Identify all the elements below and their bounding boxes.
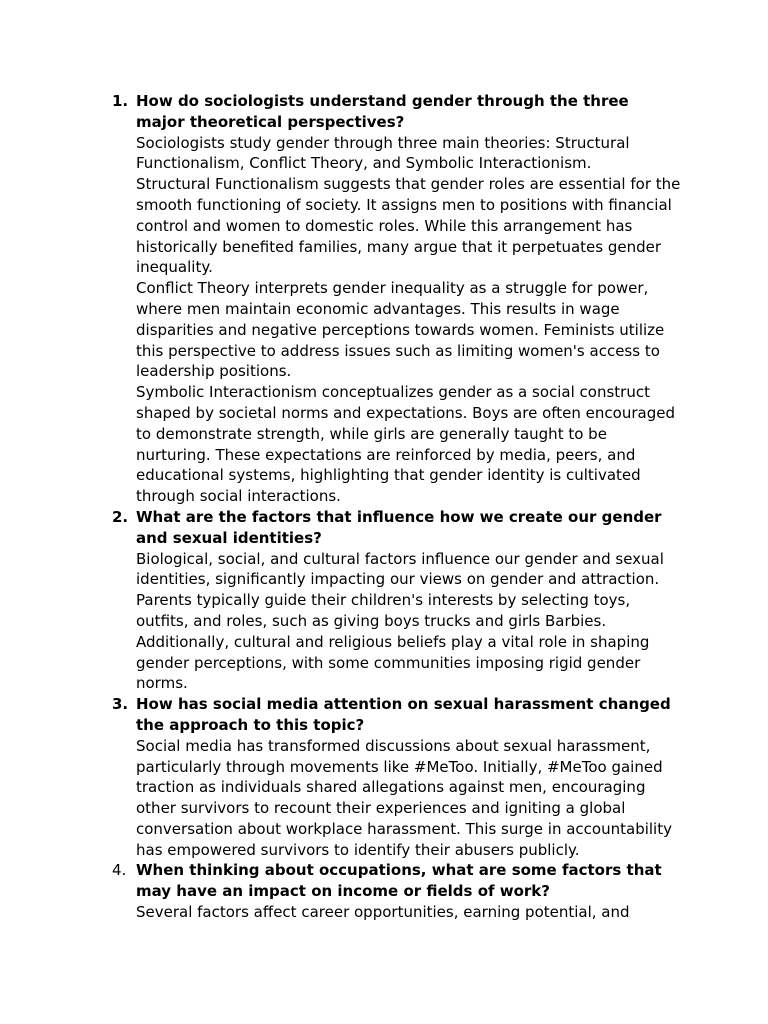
question-heading: When thinking about occupations, what are some factors that may have an impact on income or fields of work? [136, 861, 662, 901]
question-number: 3. [112, 695, 129, 714]
question-item-1 [0, 91, 681, 507]
question-heading: How do sociologists understand gender through the three major theoretical perspectives? [136, 92, 629, 131]
answer-paragraph: Biological, social, and cultural factors influence our gender and sexual identities, significantly impacting our views on gender and attraction. Parents typically guide their children's interests by selecting toys, outfits, and roles, such as giving boys trucks and girls Barbies. Additionally, cultural and religious beliefs play a vital role in shaping gender perceptions, with some communities imposing rigid gender norms. [136, 549, 664, 693]
question-item-2 [0, 507, 681, 694]
answer-paragraph: Sociologists study gender through three main theories: Structural Functionalism, Conflict Theory, and Symbolic Interactionism. [136, 133, 630, 173]
answer-paragraph: Structural Functionalism suggests that gender roles are essential for the smooth functioning of society. It assigns men to positions with financial control and women to domestic roles. While this arrangement has historically benefited families, many argue that it perpetuates gender inequality. [136, 175, 681, 277]
question-heading: How has social media attention on sexual harassment changed the approach to this topic? [136, 695, 671, 734]
question-item-4 [0, 860, 681, 922]
question-number: 1. [112, 92, 129, 110]
question-number: 4. [112, 861, 127, 880]
answer-paragraph: Symbolic Interactionism conceptualizes gender as a social construct shaped by societal norms and expectations. Boys are often encouraged to demonstrate strength, while girls are generally taught to be nurturing. These expectations are reinforced by media, peers, and educational systems, highlighting that gender identity is cultivated through social interactions. [136, 383, 675, 506]
question-list [0, 91, 768, 923]
answer-paragraph: Social media has transformed discussions about sexual harassment, particularly through movements like #MeToo. Initially, #MeToo gained traction as individuals shared allegations against men, encouraging other survivors to recount their experiences and igniting a global conversation about workplace harassment. This surge in accountability has empowered survivors to identify their abusers publicly. [136, 736, 672, 859]
question-heading: What are the factors that influence how we create our gender and sexual identities? [136, 507, 662, 547]
question-number: 2. [112, 507, 129, 526]
document-page [0, 91, 768, 923]
answer-paragraph: Several factors affect career opportunities, earning potential, and [136, 903, 630, 922]
answer-paragraph: Conflict Theory interprets gender inequality as a struggle for power, where men maintain economic advantages. This results in wage disparities and negative perceptions towards women. Feminists utilize this perspective to address issues such as limiting women's access to leadership positions. [136, 279, 665, 381]
question-item-3 [0, 694, 681, 860]
